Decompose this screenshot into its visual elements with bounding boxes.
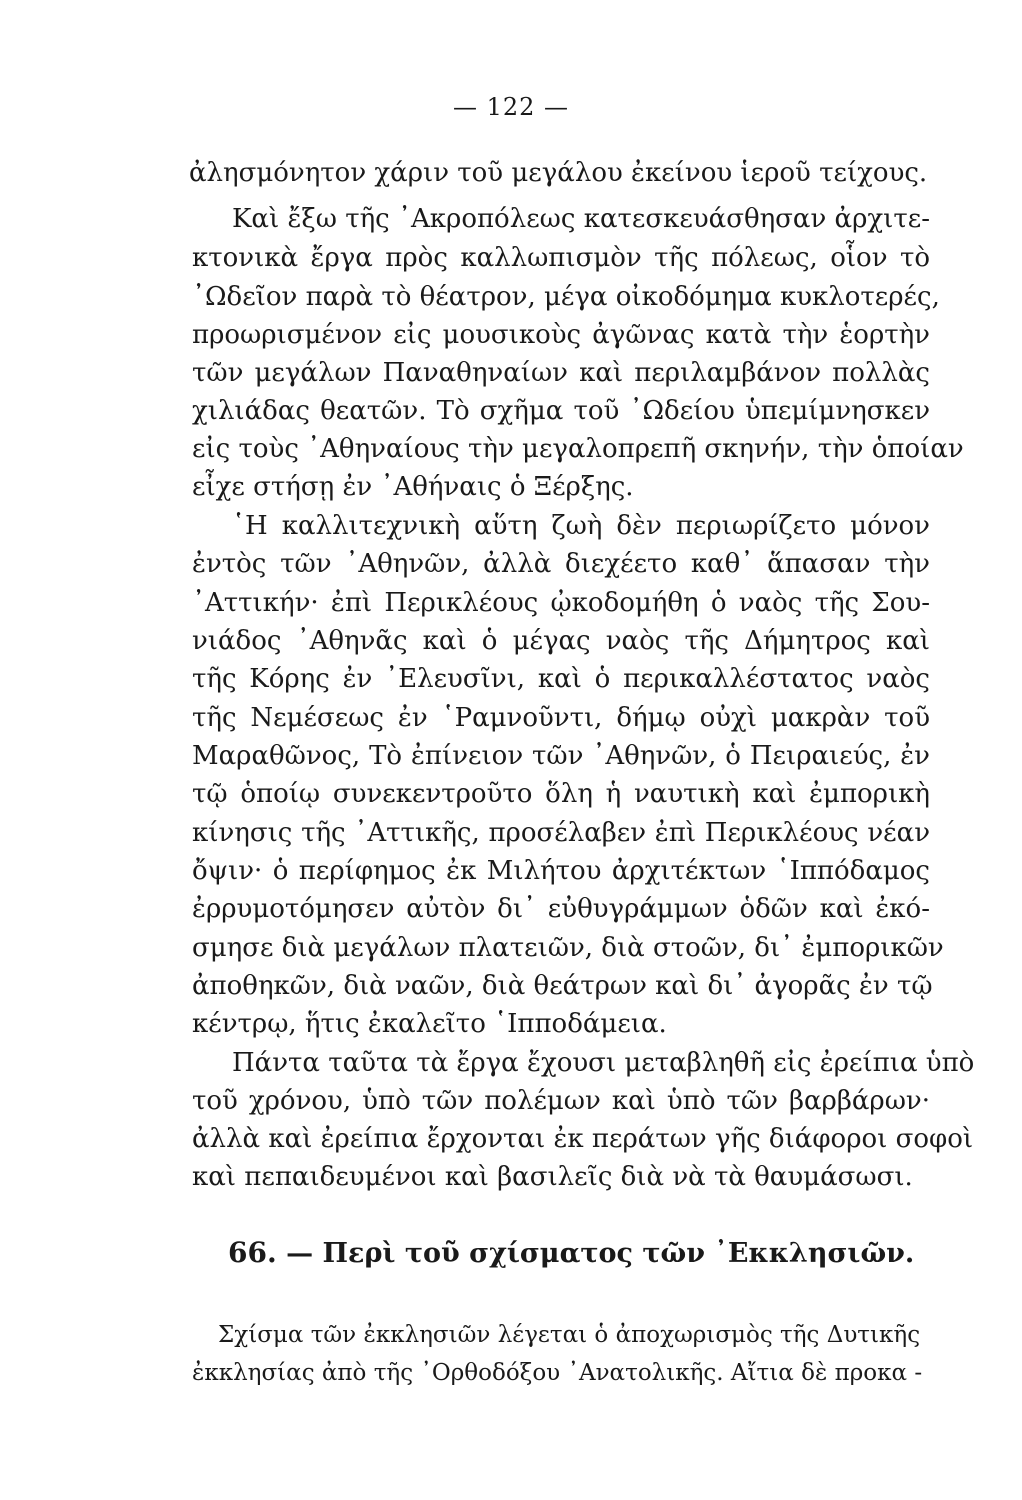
text-line: χιλιάδας θεατῶν. Τὸ σχῆμα τοῦ ᾿Ωδείου ὑπεμίμνησκεν xyxy=(192,396,930,426)
text-line: ᾿Ωδεῖον παρὰ τὸ θέατρον, μέγα οἰκοδόμημα κυκλοτερές, xyxy=(192,282,940,312)
text-line: τοῦ χρόνου, ὑπὸ τῶν πολέμων καὶ ὑπὸ τῶν βαρβάρων· xyxy=(192,1086,930,1116)
page-number: — 122 — xyxy=(452,93,570,121)
section-heading xyxy=(228,1236,915,1271)
text-line: ἀλησμόνητον χάριν τοῦ μεγάλου ἐκείνου ἱεροῦ τείχους. xyxy=(189,158,928,188)
text-line: τῆς Νεμέσεως ἐν ῾Ραμνοῦντι, δήμῳ οὐχὶ μακρὰν τοῦ xyxy=(192,703,930,733)
text-line: τῆς Κόρης ἐν ᾿Ελευσῖνι, καὶ ὁ περικαλλέστατος ναὸς xyxy=(192,664,930,694)
text-line: ᾿Αττικήν· ἐπὶ Περικλέους ᾠκοδομήθη ὁ ναὸς τῆς Σου- xyxy=(192,588,930,618)
text-line: ἐρρυμοτόμησεν αὐτὸν δι᾿ εὐθυγράμμων ὁδῶν καὶ ἐκό- xyxy=(192,894,930,924)
text-line: νιάδος ᾿Αθηνᾶς καὶ ὁ μέγας ναὸς τῆς Δήμητρος καὶ xyxy=(192,626,930,656)
section-title: Περὶ τοῦ σχίσματος τῶν ᾿Εκκλησιῶν. xyxy=(322,1238,915,1269)
text-line: τῶν μεγάλων Παναθηναίων καὶ περιλαμβάνον πολλὰς xyxy=(192,358,930,388)
text-line: σμησε διὰ μεγάλων πλατειῶν, διὰ στοῶν, δι᾿ ἐμπορικῶν xyxy=(192,933,944,963)
text-line: ἐντὸς τῶν ᾿Αθηνῶν, ἀλλὰ διεχέετο καθ᾿ ἅπασαν τὴν xyxy=(192,549,930,579)
text-line: ἐκκλησίας ἀπὸ τῆς ᾿Ορθοδόξου ᾿Ανατολικῆς. Αἴτια δὲ προκα - xyxy=(192,1360,923,1386)
section-number: 66. xyxy=(228,1236,277,1269)
text-line: εἶχε στήσῃ ἐν ᾿Αθήναις ὁ Ξέρξης. xyxy=(192,472,634,502)
text-line: τῷ ὁποίῳ συνεκεντροῦτο ὅλη ἡ ναυτικὴ καὶ ἐμπορικὴ xyxy=(192,779,930,809)
text-line: ῾Η καλλιτεχνικὴ αὕτη ζωὴ δὲν περιωρίζετο μόνον xyxy=(232,511,930,541)
text-line: καὶ πεπαιδευμένοι καὶ βασιλεῖς διὰ νὰ τὰ θαυμάσωσι. xyxy=(192,1162,913,1192)
text-line: κτονικὰ ἔργα πρὸς καλλωπισμὸν τῆς πόλεως, οἷον τὸ xyxy=(192,243,930,273)
text-line: Σχίσμα τῶν ἐκκλησιῶν λέγεται ὁ ἀποχωρισμὸς τῆς Δυτικῆς xyxy=(218,1322,921,1348)
text-line: κίνησις τῆς ᾿Αττικῆς, προσέλαβεν ἐπὶ Περικλέους νέαν xyxy=(192,818,930,848)
text-line: ἀλλὰ καὶ ἐρείπια ἔρχονται ἐκ περάτων γῆς διάφοροι σοφοὶ xyxy=(192,1124,974,1154)
text-line: εἰς τοὺς ᾿Αθηναίους τὴν μεγαλοπρεπῆ σκηνήν, τὴν ὁποίαν xyxy=(192,434,964,464)
text-line: ὄψιν· ὁ περίφημος ἐκ Μιλήτου ἀρχιτέκτων ῾Ιππόδαμος xyxy=(192,856,930,886)
text-line: ἀποθηκῶν, διὰ ναῶν, διὰ θεάτρων καὶ δι᾿ ἀγορᾶς ἐν τῷ xyxy=(192,971,933,1001)
text-line: Πάντα ταῦτα τὰ ἔργα ἔχουσι μεταβληθῆ εἰς ἐρείπια ὑπὸ xyxy=(232,1048,975,1078)
section-dash: — xyxy=(286,1238,314,1269)
text-line: Καὶ ἔξω τῆς ᾿Ακροπόλεως κατεσκευάσθησαν ἀρχιτε- xyxy=(232,204,930,234)
text-line: προωρισμένον εἰς μουσικοὺς ἀγῶνας κατὰ τὴν ἑορτὴν xyxy=(192,320,930,350)
text-line: Μαραθῶνος, Τὸ ἐπίνειον τῶν ᾿Αθηνῶν, ὁ Πειραιεύς, ἐν xyxy=(192,741,930,771)
text-line: κέντρῳ, ἥτις ἐκαλεῖτο ῾Ιπποδάμεια. xyxy=(192,1009,667,1039)
